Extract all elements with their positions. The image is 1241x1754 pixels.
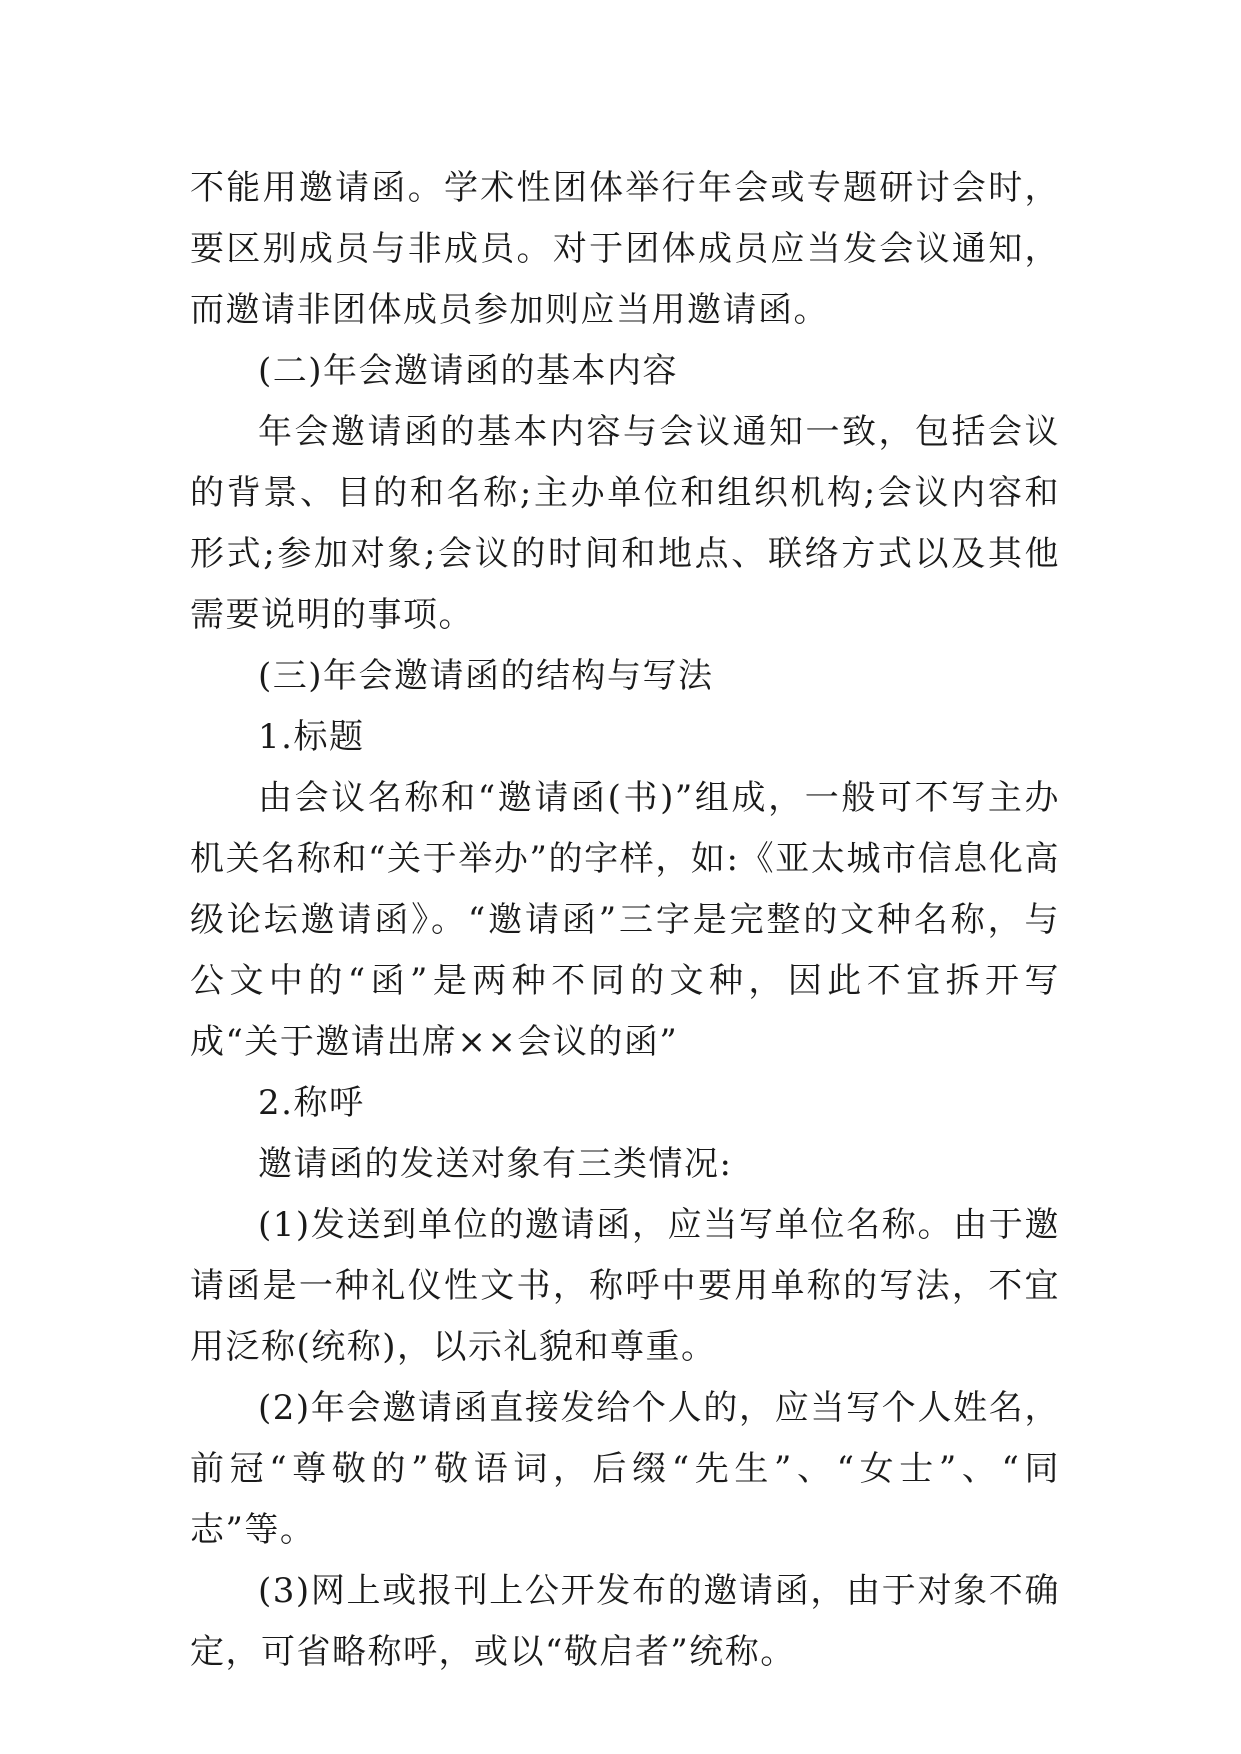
subheading-title: 1.标题: [258, 717, 365, 757]
section-heading-basic-content: (二)年会邀请函的基本内容: [258, 351, 679, 391]
list-item-1: (1)发送到单位的邀请函，应当写单位名称。由于邀请函是一种礼仪性文书，称呼中要用单称的写法，不宜用泛称(统称)，以示礼貌和尊重。: [190, 1205, 1060, 1367]
list-item-2: (2)年会邀请函直接发给个人的，应当写个人姓名，前冠“尊敬的”敬语词，后缀“先生”、“女士”、“同志”等。: [190, 1388, 1060, 1550]
subheading-salutation: 2.称呼: [258, 1083, 365, 1123]
document-body: [190, 158, 1060, 1683]
section-heading-structure: (三)年会邀请函的结构与写法: [258, 656, 714, 696]
paragraph-title-rules: 由会议名称和“邀请函(书)”组成，一般可不写主办机关名称和“关于举办”的字样，如:《亚太城市信息化高级论坛邀请函》。“邀请函”三字是完整的文种名称，与公文中的“函”是两种不同的文种，因此不宜拆开写成“关于邀请出席××会议的函”: [190, 778, 1060, 1062]
paragraph-basic-content: 年会邀请函的基本内容与会议通知一致，包括会议的背景、目的和名称;主办单位和组织机构;会议内容和形式;参加对象;会议的时间和地点、联络方式以及其他需要说明的事项。: [190, 412, 1060, 635]
paragraph-recipient-types: 邀请函的发送对象有三类情况:: [258, 1144, 733, 1184]
paragraph-continuation: 不能用邀请函。学术性团体举行年会或专题研讨会时，要区别成员与非成员。对于团体成员应当发会议通知，而邀请非团体成员参加则应当用邀请函。: [190, 168, 1060, 330]
list-item-3: (3)网上或报刊上公开发布的邀请函，由于对象不确定，可省略称呼，或以“敬启者”统称。: [190, 1571, 1060, 1672]
